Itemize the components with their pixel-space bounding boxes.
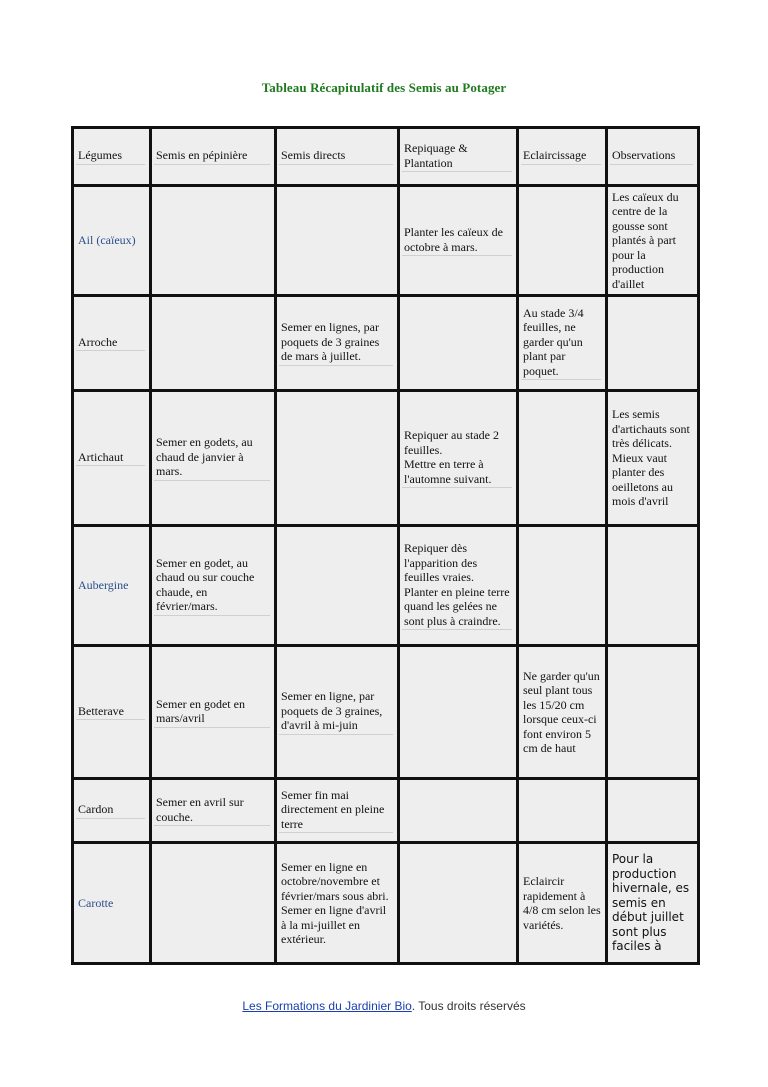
cell-pepiniere — [151, 843, 276, 964]
cell-eclaircissage: Ne garder qu'un seul plant tous les 15/20 cm lorsque ceux-ci font environ 5 cm de haut — [518, 646, 607, 779]
cell-repiquage — [399, 843, 518, 964]
cell-observations — [607, 296, 699, 391]
cell-eclaircissage: Au stade 3/4 feuilles, ne garder qu'un plant par poquet. — [518, 296, 607, 391]
cell-directs — [276, 186, 399, 296]
cell-repiquage — [399, 779, 518, 843]
cell-pepiniere: Semer en godet en mars/avril — [151, 646, 276, 779]
cell-pepiniere — [151, 296, 276, 391]
cell-directs — [276, 526, 399, 646]
cell-repiquage: Repiquer dès l'apparition des feuilles vraies. Planter en pleine terre quand les gelées ne sont plus à craindre. — [399, 526, 518, 646]
table-row — [73, 779, 699, 843]
table-row — [73, 843, 699, 964]
footer — [0, 999, 768, 1013]
cell-observations — [607, 646, 699, 779]
cell-pepiniere: Semer en godet, au chaud ou sur couche chaude, en février/mars. — [151, 526, 276, 646]
cell-repiquage: Planter les caïeux de octobre à mars. — [399, 186, 518, 296]
cell-observations — [607, 779, 699, 843]
table-row — [73, 646, 699, 779]
cell-directs: Semer en ligne, par poquets de 3 graines, d'avril à mi-juin — [276, 646, 399, 779]
header-repiquage: Repiquage & Plantation — [399, 128, 518, 186]
cell-eclaircissage — [518, 779, 607, 843]
semis-table — [71, 126, 700, 965]
cell-observations — [607, 526, 699, 646]
cell-legume: Cardon — [73, 779, 151, 843]
header-semis-directs: Semis directs — [276, 128, 399, 186]
cell-directs — [276, 391, 399, 526]
cell-pepiniere — [151, 186, 276, 296]
header-eclaircissage: Eclaircissage — [518, 128, 607, 186]
cell-legume: Arroche — [73, 296, 151, 391]
cell-eclaircissage — [518, 391, 607, 526]
cell-repiquage — [399, 646, 518, 779]
cell-eclaircissage: Eclaircir rapidement à 4/8 cm selon les variétés. — [518, 843, 607, 964]
table-header-row — [73, 128, 699, 186]
table-row — [73, 296, 699, 391]
header-observations: Observations — [607, 128, 699, 186]
cell-pepiniere: Semer en avril sur couche. — [151, 779, 276, 843]
table-row — [73, 526, 699, 646]
cell-observations: Pour la production hivernale, es semis en début juillet sont plus faciles à — [607, 843, 699, 964]
cell-legume: Ail (caïeux) — [73, 186, 151, 296]
cell-repiquage: Repiquer au stade 2 feuilles. Mettre en terre à l'automne suivant. — [399, 391, 518, 526]
cell-directs: Semer fin mai directement en pleine terre — [276, 779, 399, 843]
cell-legume: Carotte — [73, 843, 151, 964]
cell-legume: Aubergine — [73, 526, 151, 646]
cell-repiquage — [399, 296, 518, 391]
footer-rights: . Tous droits réservés — [411, 999, 526, 1013]
cell-legume: Betterave — [73, 646, 151, 779]
header-legumes: Légumes — [73, 128, 151, 186]
cell-eclaircissage — [518, 186, 607, 296]
cell-observations: Les caïeux du centre de la gousse sont plantés à part pour la production d'aillet — [607, 186, 699, 296]
cell-observations: Les semis d'artichauts sont très délicats. Mieux vaut planter des oeilletons au mois d'avril — [607, 391, 699, 526]
cell-eclaircissage — [518, 526, 607, 646]
footer-link[interactable]: Les Formations du Jardinier Bio — [242, 999, 412, 1013]
cell-directs: Semer en lignes, par poquets de 3 graines de mars à juillet. — [276, 296, 399, 391]
page-title: Tableau Récapitulatif des Semis au Potager — [261, 80, 507, 95]
table-row — [73, 186, 699, 296]
cell-pepiniere: Semer en godets, au chaud de janvier à mars. — [151, 391, 276, 526]
cell-directs: Semer en ligne en octobre/novembre et février/mars sous abri. Semer en ligne d'avril à la mi-juillet en extérieur. — [276, 843, 399, 964]
cell-legume: Artichaut — [73, 391, 151, 526]
header-semis-pepiniere: Semis en pépinière — [151, 128, 276, 186]
table-row — [73, 391, 699, 526]
